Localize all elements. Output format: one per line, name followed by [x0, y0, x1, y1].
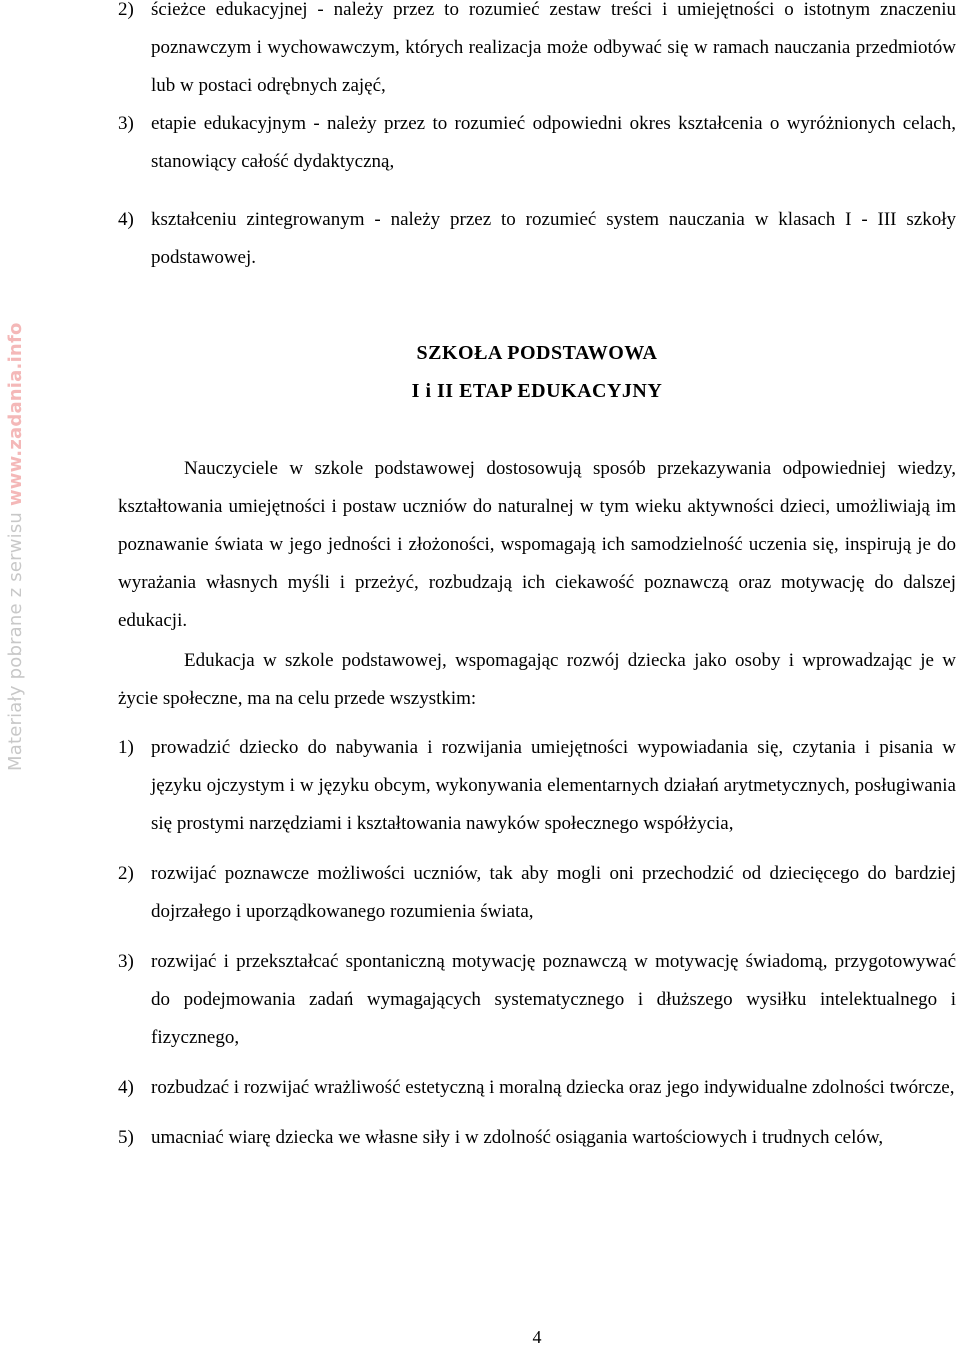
list-item-text: rozbudzać i rozwijać wrażliwość estetyczną i moralną dziecka oraz jego indywidualne zdolności twórcze,: [151, 1077, 955, 1098]
goals-list: [118, 729, 956, 1157]
list-item-text: prowadzić dziecko do nabywania i rozwijania umiejętności wypowiadania się, czytania i pisania w języku ojczystym i w języku obcym, wykonywania elementarnych działań arytmetycznych, posługiwania się prostymi narzędziami i kształtowania nawyków społecznego współżycia,: [151, 737, 956, 834]
definitions-list: [118, 0, 956, 277]
list-item-text: etapie edukacyjnym - należy przez to rozumieć odpowiedni okres kształcenia o wyróżnionych celach, stanowiący całość dydaktyczną,: [151, 113, 956, 172]
list-item-text: rozwijać poznawcze możliwości uczniów, tak aby mogli oni przechodzić od dziecięcego do bardziej dojrzałego i uporządkowanego rozumienia świata,: [151, 863, 956, 922]
list-number: 3): [118, 113, 134, 134]
goal-item-1: [118, 729, 956, 843]
list-item-text: umacniać wiarę dziecka we własne siły i w zdolność osiągania wartościowych i trudnych celów,: [151, 1127, 884, 1148]
list-number: 3): [118, 951, 134, 972]
definition-item-4: [118, 201, 956, 277]
definition-item-3: [118, 105, 956, 181]
list-item-text: ścieżce edukacyjnej - należy przez to rozumieć zestaw treści i umiejętności o istotnym znaczeniu poznawczym i wychowawczym, których realizacja może odbywać się w ramach nauczania przedmiotów lub w postaci odrębnych zajęć,: [151, 0, 956, 96]
watermark-text: [5, 322, 27, 771]
goal-item-2: [118, 855, 956, 931]
list-number: 4): [118, 209, 134, 230]
aims-paragraph: Edukacja w szkole podstawowej, wspomagając rozwój dziecka jako osoby i wprowadzając je w życie społeczne, ma na celu przede wszystkim:: [118, 650, 956, 709]
goal-item-4: [118, 1069, 956, 1107]
goal-item-5: [118, 1119, 956, 1157]
list-number: 4): [118, 1077, 134, 1098]
definition-item-2: [118, 0, 956, 105]
section-title: SZKOŁA PODSTAWOWA: [416, 342, 658, 364]
section-subtitle: I i II ETAP EDUKACYJNY: [411, 380, 663, 402]
goal-item-3: [118, 943, 956, 1057]
list-number: 1): [118, 737, 134, 758]
intro-paragraph: Nauczyciele w szkole podstawowej dostosowują sposób przekazywania odpowiedniej wiedzy, kształtowania umiejętności i postaw uczniów do naturalnej w tym wieku aktywności dzieci, umożliwiają im poznawanie świata w jego jedności i złożoności, wspomagają ich samodzielność uczenia się, inspirują je do wyrażania własnych myśli i przeżyć, rozbudzają ich ciekawość poznawczą oraz motywację do dalszej edukacji.: [118, 458, 956, 631]
list-number: 2): [118, 0, 134, 20]
watermark: [0, 322, 32, 775]
watermark-prefix: Materiały pobrane z serwisu: [5, 506, 26, 771]
list-number: 5): [118, 1127, 134, 1148]
list-item-text: rozwijać i przekształcać spontaniczną motywację poznawczą w motywację świadomą, przygotowywać do podejmowania zadań wymagających systematycznego i dłuższego wysiłku intelektualnego i fizycznego,: [151, 951, 956, 1048]
list-item-text: kształceniu zintegrowanym - należy przez to rozumieć system nauczania w klasach I - III szkoły podstawowej.: [151, 209, 956, 268]
page-number: 4: [532, 1327, 542, 1347]
list-number: 2): [118, 863, 134, 884]
watermark-site-link[interactable]: www.zadania.info: [5, 322, 26, 507]
